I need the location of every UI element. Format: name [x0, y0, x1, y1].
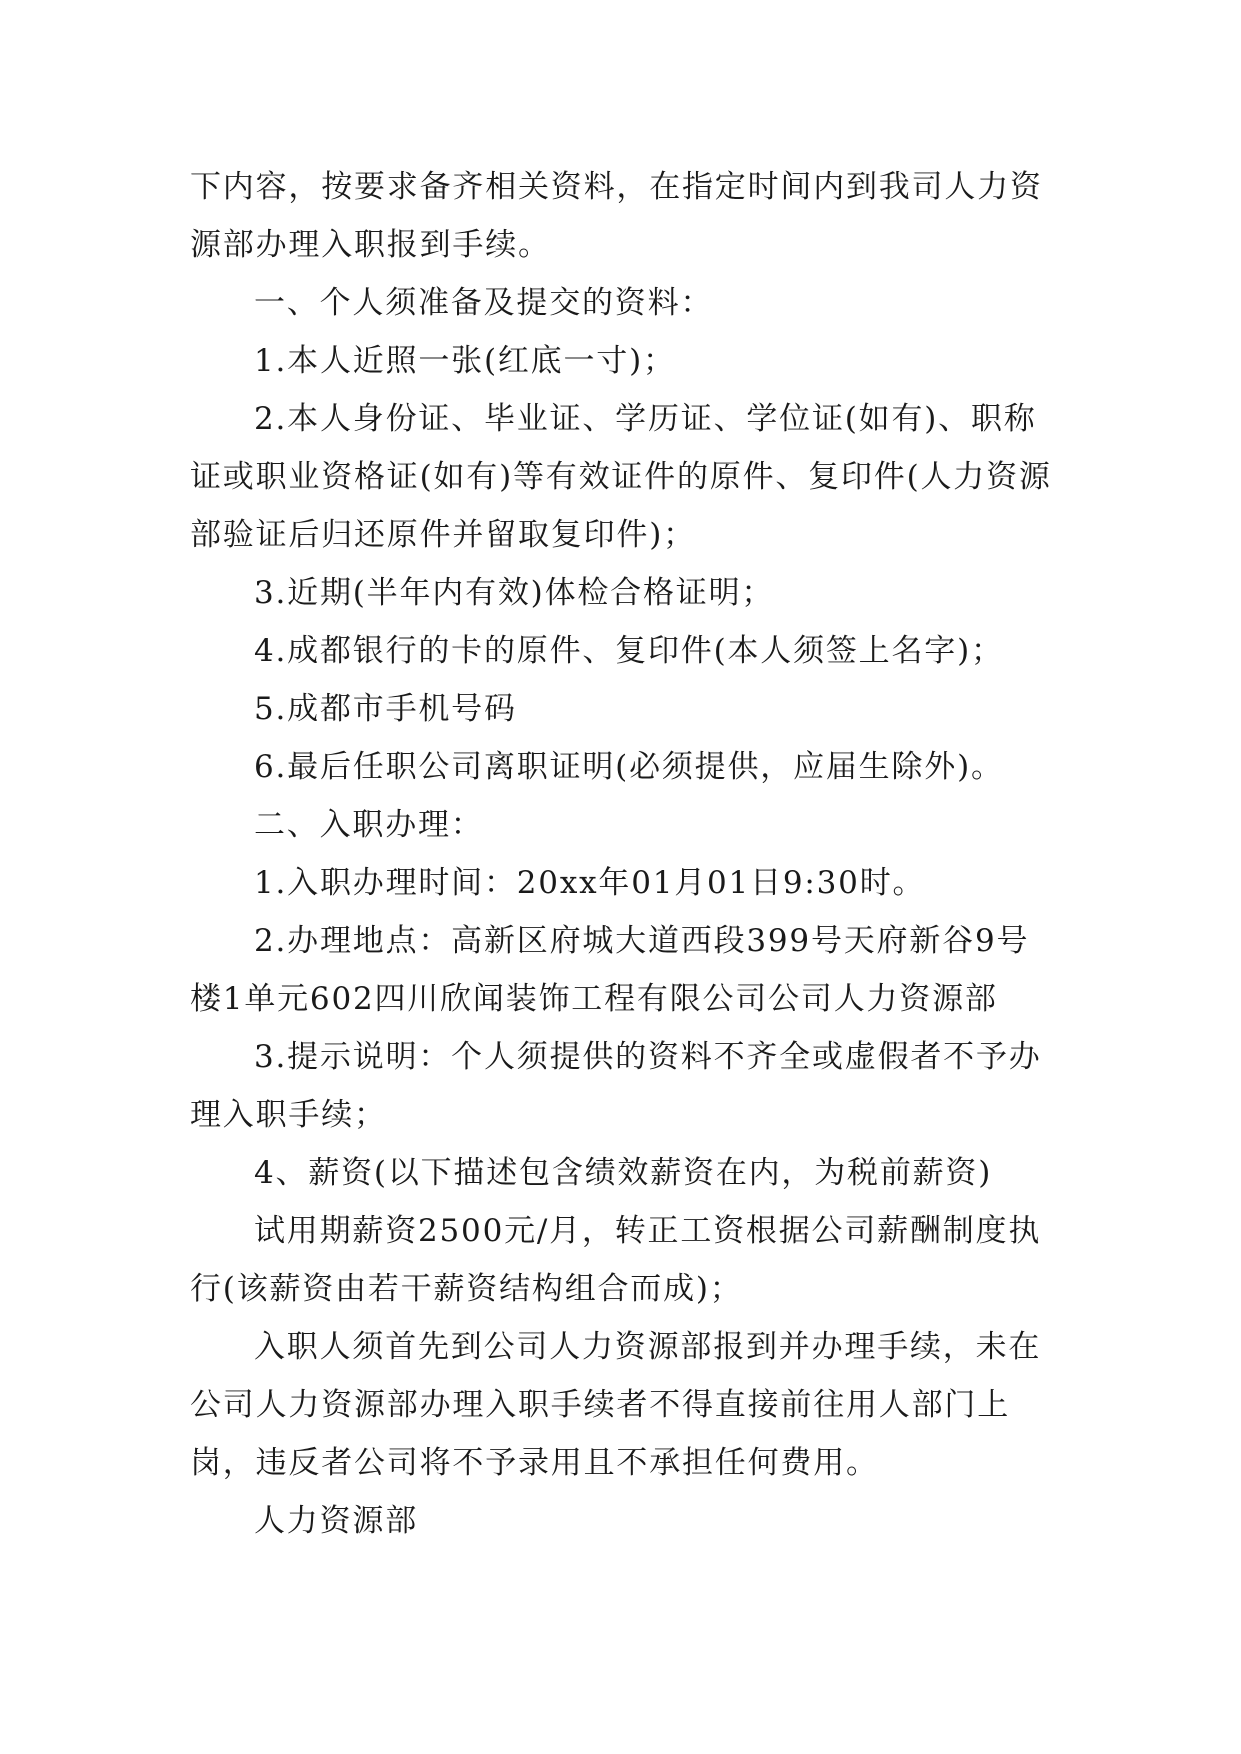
list-item-time: 1.入职办理时间：20xx年01月01日9:30时。 [254, 865, 926, 901]
list-item-resignation: 6.最后任职公司离职证明(必须提供，应届生除外)。 [254, 749, 1004, 785]
paragraph-continuation: 下内容，按要求备齐相关资料，在指定时间内到我司人力资源部办理入职报到手续。 [190, 169, 1043, 263]
section-heading-materials: 一、个人须准备及提交的资料： [254, 285, 714, 321]
section-heading-onboarding: 二、入职办理： [254, 807, 484, 843]
list-item-salary: 4、薪资(以下描述包含绩效薪资在内，为税前薪资) [254, 1155, 993, 1191]
paragraph-probation-salary: 试用期薪资2500元/月，转正工资根据公司薪酬制度执行(该薪资由若干薪资结构组合而成)； [190, 1213, 1042, 1307]
list-item-notice: 3.提示说明：个人须提供的资料不齐全或虚假者不予办理入职手续； [190, 1039, 1042, 1133]
list-item-phone: 5.成都市手机号码 [254, 691, 517, 727]
list-item-photo: 1.本人近照一张(红底一寸)； [254, 343, 676, 379]
list-item-certificates: 2.本人身份证、毕业证、学历证、学位证(如有)、职称证或职业资格证(如有)等有效证件的原件、复印件(人力资源部验证后归还原件并留取复印件)； [190, 401, 1052, 553]
list-item-bank-card: 4.成都银行的卡的原件、复印件(本人须签上名字)； [254, 633, 1004, 669]
list-item-medical: 3.近期(半年内有效)体检合格证明； [254, 575, 775, 611]
signature-department: 人力资源部 [254, 1503, 418, 1539]
paragraph-reporting-rule: 入职人须首先到公司人力资源部报到并办理手续，未在公司人力资源部办理入职手续者不得直接前往用人部门上岗，违反者公司将不予录用且不承担任何费用。 [190, 1329, 1042, 1481]
document-body [190, 158, 1060, 1550]
list-item-location: 2.办理地点：高新区府城大道西段399号天府新谷9号楼1单元602四川欣闻装饰工程有限公司公司人力资源部 [190, 923, 1030, 1017]
